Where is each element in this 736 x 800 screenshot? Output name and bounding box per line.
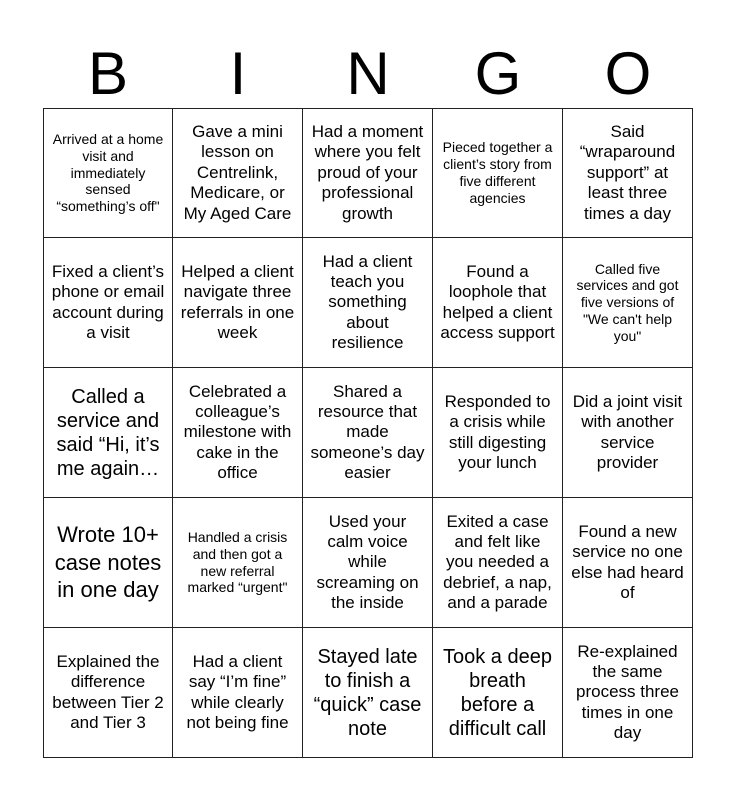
header-letter-o: O: [604, 40, 652, 107]
cell-text: Called five services and got five versions of "We can't help you": [576, 260, 679, 344]
bingo-cell-r4c5[interactable]: [563, 498, 693, 628]
cell-text: Found a new service no one else had heard of: [571, 521, 684, 602]
cell-text: Handled a crisis and then got a new referral marked “urgent": [187, 528, 288, 596]
cell-text: Shared a resource that made someone’s day easier: [310, 381, 425, 483]
bingo-cell-r1c5[interactable]: [563, 108, 693, 238]
cell-text: Had a client say “I’m fine” while clearly not being fine: [186, 651, 289, 732]
cell-text: Said “wraparound support” at least three times a day: [579, 122, 676, 223]
bingo-cell-r1c1[interactable]: [43, 108, 173, 238]
cell-text: Fixed a client’s phone or email account during a visit: [51, 261, 165, 342]
bingo-cell-r3c4[interactable]: [433, 368, 563, 498]
cell-text: Called a service and said “Hi, it’s me again…: [56, 385, 160, 480]
cell-text: Took a deep breath before a difficult call: [443, 645, 552, 740]
header-letter-n: N: [346, 40, 390, 107]
bingo-board: [43, 108, 693, 758]
bingo-cell-r4c4[interactable]: [433, 498, 563, 628]
bingo-cell-r3c3[interactable]: [303, 368, 433, 498]
bingo-cell-r3c5[interactable]: [563, 368, 693, 498]
bingo-cell-r2c4[interactable]: [433, 238, 563, 368]
bingo-cell-r5c1[interactable]: [43, 628, 173, 758]
bingo-cell-r2c2[interactable]: [173, 238, 303, 368]
header-letter-g: G: [474, 40, 522, 107]
bingo-cell-r2c5[interactable]: [563, 238, 693, 368]
cell-text: Stayed late to finish a “quick” case note: [313, 645, 422, 740]
cell-text: Arrived at a home visit and immediately sensed “something’s off": [52, 131, 164, 215]
bingo-cell-r3c1[interactable]: [43, 368, 173, 498]
bingo-cell-r2c3[interactable]: [303, 238, 433, 368]
cell-text: Re-explained the same process three times in one day: [576, 641, 679, 743]
cell-text: Did a joint visit with another service provider: [572, 391, 683, 472]
bingo-cell-r1c2[interactable]: [173, 108, 303, 238]
cell-text: Had a moment where you felt proud of your professional growth: [311, 122, 424, 223]
bingo-cell-r5c3[interactable]: [303, 628, 433, 758]
bingo-cell-r4c2[interactable]: [173, 498, 303, 628]
cell-text: Responded to a crisis while still digesting your lunch: [444, 391, 551, 472]
bingo-cell-r4c3[interactable]: [303, 498, 433, 628]
bingo-cell-r5c2[interactable]: [173, 628, 303, 758]
header-letter-i: I: [229, 40, 247, 107]
cell-text: Used your calm voice while screaming on the inside: [316, 511, 419, 613]
cell-text: Exited a case and felt like you needed a debrief, a nap, and a parade: [443, 511, 552, 613]
cell-text: Helped a client navigate three referrals in one week: [180, 261, 295, 342]
header-letter-b: B: [87, 40, 129, 107]
bingo-cell-r2c1[interactable]: [43, 238, 173, 368]
bingo-cell-r1c3[interactable]: [303, 108, 433, 238]
bingo-cell-r5c4[interactable]: [433, 628, 563, 758]
cell-text: Explained the difference between Tier 2 and Tier 3: [52, 651, 164, 732]
bingo-cell-r4c1[interactable]: [43, 498, 173, 628]
bingo-header: [43, 40, 693, 108]
cell-text: Had a client teach you something about resilience: [322, 251, 413, 353]
cell-text: Pieced together a client’s story from five different agencies: [442, 139, 553, 206]
bingo-cell-r5c5[interactable]: [563, 628, 693, 758]
bingo-cell-r1c4[interactable]: [433, 108, 563, 238]
cell-text: Celebrated a colleague’s milestone with cake in the office: [183, 381, 292, 483]
bingo-cell-r3c2[interactable]: [173, 368, 303, 498]
cell-text: Found a loophole that helped a client access support: [440, 261, 555, 342]
cell-text: Gave a mini lesson on Centrelink, Medicare, or My Aged Care: [183, 122, 292, 223]
cell-text: Wrote 10+ case notes in one day: [54, 522, 162, 603]
